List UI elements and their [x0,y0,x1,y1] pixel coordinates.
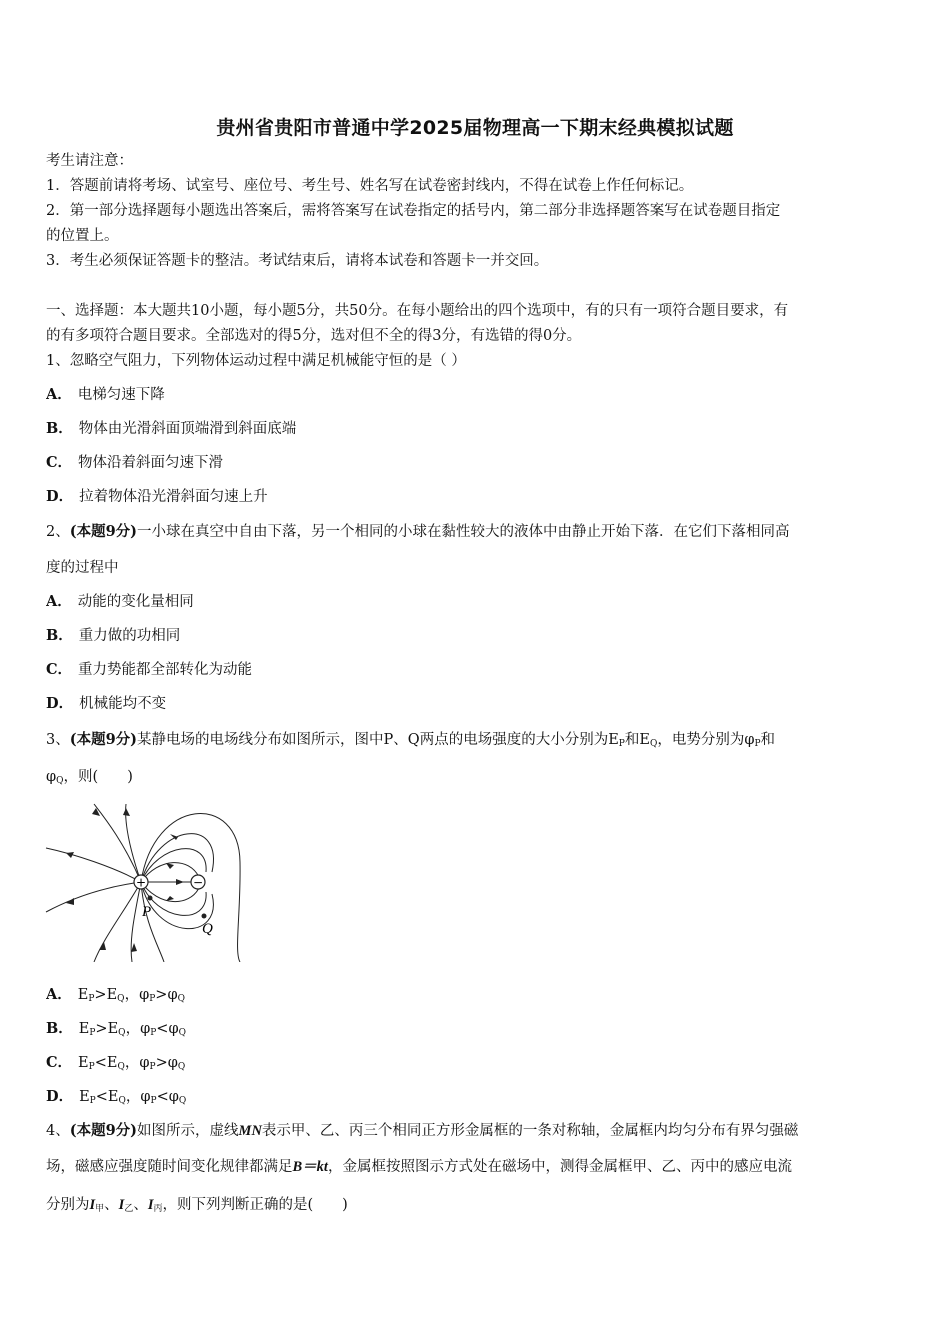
arrow-icon [131,943,137,952]
q4-stem-line-2 [46,1158,908,1176]
separator: 、 [104,1197,119,1213]
sub-p: P [88,1062,95,1072]
point-p [148,896,153,901]
sub-p: P [88,994,95,1004]
option-text: 重力做的功相同 [78,628,181,644]
notice-item-2: 2．第一部分选择题每小题选出答案后，需将答案写在试卷指定的括号内，第二部分非选择题答案写在试卷题目指定 [46,203,781,219]
e-relation: < [95,1089,108,1105]
separator: ， [125,1021,141,1037]
e-relation: > [94,987,107,1003]
q4-stem-d: ，金属框按照图示方式处在磁场中，测得金属框甲、乙、丙中的感应电流 [327,1159,792,1175]
electric-field-figure [44,802,244,962]
q3-option-c [46,1054,908,1076]
sub-q: Q [178,1028,186,1038]
label-p: P [142,904,152,920]
phi-symbol: φ [168,1089,179,1105]
q3-stem-line-1 [46,731,908,753]
q3-stem-a: 某静电场的电场线分布如图所示，图中P、Q两点的电场强度的大小分别为E [137,732,619,748]
sub-p: P [149,994,156,1004]
field-line [46,882,141,912]
field-line [141,813,240,962]
q4-stem-c: 场，磁感应强度随时间变化规律都满足 [46,1159,293,1175]
notice-heading: 考生请注意： [46,153,133,169]
arrow-icon [92,808,100,816]
option-text: 物体沿着斜面匀速下滑 [78,455,224,471]
q3-score: (本题9分) [69,731,138,748]
option-text: 动能的变化量相同 [77,594,194,610]
phi-symbol: φ [140,1089,151,1105]
e-symbol: E [77,987,89,1003]
sub-p: P [618,739,625,749]
e-relation: < [94,1055,107,1071]
arrow-icon [170,834,178,840]
q3-stem-end: ，则( ) [63,769,133,785]
q3-stem-c: ，电势分别为φ [657,732,755,748]
phi-symbol: φ [139,1055,150,1071]
separator: 、 [133,1197,148,1213]
option-letter: A． [46,386,72,403]
phi-symbol: φ [139,987,150,1003]
e-symbol: E [78,1021,90,1037]
q2-stem-line-2: 度的过程中 [46,560,119,576]
q2-option-a [46,593,908,611]
sub-yi: 乙 [124,1204,134,1214]
arrow-icon [176,879,184,885]
phi-relation: > [155,1055,168,1071]
q4-stem-f: ，则下列判断正确的是( ) [162,1197,348,1213]
sub-jia: 甲 [95,1204,105,1214]
option-letter: C． [46,661,73,678]
notice-item-1: 1．答题前请将考场、试室号、座位号、考生号、姓名写在试卷密封线内，不得在试卷上作任何标记。 [46,178,694,194]
q4-number: 4、 [46,1123,70,1139]
option-letter: B． [46,627,73,644]
e-symbol: E [79,1089,90,1105]
option-letter: A． [46,986,72,1003]
q2-option-c [46,661,908,679]
q3-stem-d: 和 [760,732,776,748]
q1-stem: 1、忽略空气阻力，下列物体运动过程中满足机械能守恒的是（ ） [46,353,466,369]
q3-phi: φ [46,769,57,785]
q1-option-c [46,454,908,472]
phi-symbol: φ [167,1055,178,1071]
plus-sign: + [135,875,147,890]
sub-bing: 丙 [153,1204,163,1214]
sub-q: Q [649,739,658,749]
arrow-icon [99,942,106,950]
point-q [202,914,207,919]
q3-option-b [46,1020,908,1042]
sub-p: P [149,1062,156,1072]
label-q: Q [202,921,213,937]
sub-p: P [89,1096,96,1106]
q3-stem-b: 和E [624,732,650,748]
phi-symbol: φ [168,1021,179,1037]
q1-option-b [46,420,908,438]
phi-relation: < [156,1021,169,1037]
arrow-icon [166,896,174,901]
option-letter: C． [46,1054,73,1071]
current-symbol: I [89,1197,96,1213]
separator: ， [124,987,140,1003]
q1-option-d [46,488,908,506]
arrow-icon [166,863,174,869]
q2-option-d [46,695,908,713]
arrow-icon [123,808,130,816]
option-letter: D． [46,1088,74,1105]
q2-stem-text: 一小球在真空中自由下落，另一个相同的小球在黏性较大的液体中由静止开始下落．在它们下落相同高 [137,524,790,540]
q3-stem-line-2 [46,768,908,790]
option-text: 物体由光滑斜面顶端滑到斜面底端 [78,421,297,437]
field-arrows [66,808,184,952]
current-symbol: I [118,1197,125,1213]
q4-stem-e: 分别为 [46,1197,90,1213]
sub-p: P [754,739,761,749]
separator: ， [125,1089,141,1105]
option-text: 电梯匀速下降 [77,387,165,403]
phi-relation: < [156,1089,169,1105]
sub-p: P [89,1028,96,1038]
page-title: 贵州省贵阳市普通中学2025届物理高一下期末经典模拟试题 [216,117,734,139]
option-letter: D． [46,695,74,712]
option-letter: D． [46,488,74,505]
sub-p: P [150,1096,157,1106]
sub-q: Q [177,1062,186,1072]
notice-item-3: 3．考生必须保证答题卡的整洁。考试结束后，请将本试卷和答题卡一并交回。 [46,253,549,269]
q3-option-d [46,1088,908,1110]
mn-symbol: MN [238,1123,262,1139]
field-line [126,804,141,882]
sub-p: P [150,1028,157,1038]
option-letter: B． [46,1020,73,1037]
q2-number: 2、 [46,524,70,540]
e-symbol: E [107,1021,119,1037]
sub-q: Q [177,994,185,1004]
b-equation: B＝kt [292,1159,328,1175]
e-symbol: E [106,987,118,1003]
q4-stem-b: 表示甲、乙、丙三个相同正方形金属框的一条对称轴，金属框内均匀分布有界匀强磁 [261,1123,799,1139]
sub-q: Q [178,1096,187,1106]
phi-relation: > [155,987,168,1003]
separator: ， [124,1055,140,1071]
phi-symbol: φ [167,987,178,1003]
q4-stem-a: 如图所示，虚线 [137,1123,239,1139]
option-letter: A． [46,593,72,610]
e-symbol: E [106,1055,118,1071]
e-symbol: E [78,1055,89,1071]
q2-option-b [46,627,908,645]
phi-symbol: φ [140,1021,151,1037]
e-relation: > [95,1021,108,1037]
q4-stem-line-1 [46,1122,908,1140]
option-letter: C． [46,454,73,471]
option-text: 机械能均不变 [79,696,167,712]
sub-q: Q [118,1028,126,1038]
q2-stem-line-1 [46,523,908,541]
option-letter: B． [46,420,73,437]
sub-q: Q [118,1096,126,1106]
q1-option-a [46,386,908,404]
notice-item-2-cont: 的位置上。 [46,228,119,244]
q4-stem-line-3 [46,1196,908,1218]
q2-score: (本题9分) [69,523,138,540]
q3-option-a [46,986,908,1008]
sub-q: Q [117,994,125,1004]
sub-q: Q [56,776,64,786]
q3-number: 3、 [46,732,70,748]
e-symbol: E [107,1089,119,1105]
minus-sign: − [192,875,204,890]
current-symbol: I [147,1197,154,1213]
option-text: 拉着物体沿光滑斜面匀速上升 [79,489,268,505]
q4-score: (本题9分) [69,1122,138,1139]
option-text: 重力势能都全部转化为动能 [78,662,253,678]
section-intro-1: 一、选择题：本大题共10小题，每小题5分，共50分。在每小题给出的四个选项中，有的只有一项符合题目要求，有 [46,303,789,319]
section-intro-2: 的有多项符合题目要求。全部选对的得5分，选对但不全的得3分，有选错的得0分。 [46,328,582,344]
sub-q: Q [117,1062,125,1072]
